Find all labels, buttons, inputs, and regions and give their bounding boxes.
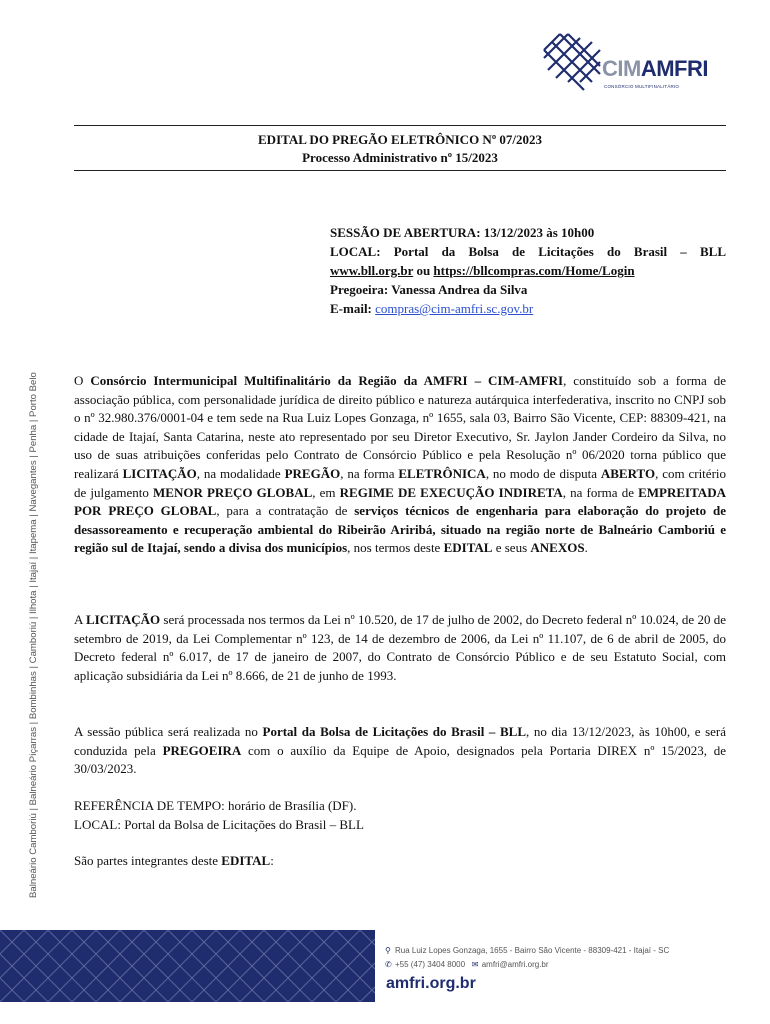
title-bottom-rule: [74, 170, 726, 171]
edital-title: [74, 131, 726, 167]
cim-amfri-logo: [540, 32, 730, 100]
location-pin-icon: ⚲: [385, 946, 391, 955]
footer-phone-email: ✆ +55 (47) 3404 8000 ✉ amfri@amfri.org.br: [385, 958, 669, 972]
session-local: LOCAL: Portal da Bolsa de Licitações do Brasil – BLL: [330, 244, 726, 259]
footer-pattern-band: [0, 930, 375, 1002]
edital-title-line2: Processo Administrativo nº 15/2023: [302, 150, 498, 165]
municipalities-side-text: Balneário Camboriú | Balneário Piçarras | Bombinhas | Camboriú | Ilhota | Itajaí | Itapema | Navegantes | Penha | Porto Belo: [28, 372, 39, 898]
logo-lattice-icon: [540, 32, 602, 94]
session-info: [330, 223, 726, 318]
integral-parts-paragraph: São partes integrantes deste EDITAL:: [74, 853, 274, 868]
session-paragraph: A sessão pública será realizada no Portal da Bolsa de Licitações do Brasil – BLL, no dia 13/12/2023, às 10h00, e será conduzida pela PREGOEIRA com o auxílio da Equipe de Apoio, designados pela Portaria DIREX nº 15/2023, de 30/03/2023.: [74, 724, 726, 777]
edital-title-line1: EDITAL DO PREGÃO ELETRÔNICO Nº 07/2023: [258, 132, 542, 147]
email-link[interactable]: compras@cim-amfri.sc.gov.br: [375, 301, 534, 316]
logo-subtitle: CONSÓRCIO MULTIFINALITÁRIO: [604, 84, 680, 89]
footer-lattice-pattern: [0, 930, 375, 1002]
session-urls: www.bll.org.br ou https://bllcompras.com/Home/Login: [330, 263, 635, 278]
logo-wordmark: CIMAMFRI: [602, 56, 708, 81]
bll-link[interactable]: www.bll.org.br: [330, 263, 414, 278]
session-opening: SESSÃO DE ABERTURA: 13/12/2023 às 10h00: [330, 225, 595, 240]
title-top-rule: [74, 125, 726, 126]
phone-icon: ✆: [385, 960, 392, 969]
legal-basis-paragraph: A LICITAÇÃO será processada nos termos da Lei nº 10.520, de 17 de julho de 2002, do Decreto federal nº 10.024, de 20 de setembro de 2019, da Lei Complementar nº 123, de 14 de dezembro de 2006, da Lei nº 11.107, de 6 de abril de 2005, do Decreto federal nº 6.017, de 17 de janeiro de 2007, do Contrato de Consórcio Público e de seu Estatuto Social, com aplicação subsidiária da Lei nº 8.666, de 21 de junho de 1993.: [74, 612, 727, 683]
mail-icon: ✉: [471, 960, 479, 969]
time-reference-paragraph: REFERÊNCIA DE TEMPO: horário de Brasília (DF). LOCAL: Portal da Bolsa de Licitações do Brasil – BLL: [74, 798, 364, 832]
footer-address: ⚲ Rua Luiz Lopes Gonzaga, 1655 - Bairro São Vicente - 88309-421 - Itajaí - SC: [385, 944, 669, 958]
session-pregoeira: Pregoeira: Vanessa Andrea da Silva: [330, 282, 528, 297]
footer-site[interactable]: amfri.org.br: [386, 975, 476, 992]
footer-contact: [385, 944, 669, 972]
bllcompras-link[interactable]: https://bllcompras.com/Home/Login: [433, 263, 635, 278]
session-email: E-mail: compras@cim-amfri.sc.gov.br: [330, 301, 534, 316]
intro-paragraph: O Consórcio Intermunicipal Multifinalitário da Região da AMFRI – CIM-AMFRI, constituído sob a forma de associação pública, com personalidade jurídica de direito público e natureza autárquica interfederativa, inscrito no CNPJ sob o nº 32.980.376/0001-04 e tem sede na Rua Luiz Lopes Gonzaga, nº 1655, sala 03, Bairro São Vicente, CEP: 88309-421, na cidade de Itajaí, Santa Catarina, neste ato representado por seu Diretor Executivo, Sr. Jaylon Jander Cordeiro da Silva, no uso de suas atribuições conferidas pelo Contrato de Consórcio Público e pela Resolução nº 06/2020 torna público que realizará LICITAÇÃO, na modalidade PREGÃO, na forma ELETRÔNICA, no modo de disputa ABERTO, com critério de julgamento MENOR PREÇO GLOBAL, em REGIME DE EXECUÇÃO INDIRETA, na forma de EMPREITADA POR PREÇO GLOBAL, para a contratação de serviços técnicos de engenharia para elaboração do projeto de desassoreamento e recuperação ambiental do Ribeirão Ariribá, situado na região norte de Balneário Camboriú e região sul de Itajaí, sendo a divisa dos municípios, nos termos deste EDITAL e seus ANEXOS.: [74, 373, 727, 556]
